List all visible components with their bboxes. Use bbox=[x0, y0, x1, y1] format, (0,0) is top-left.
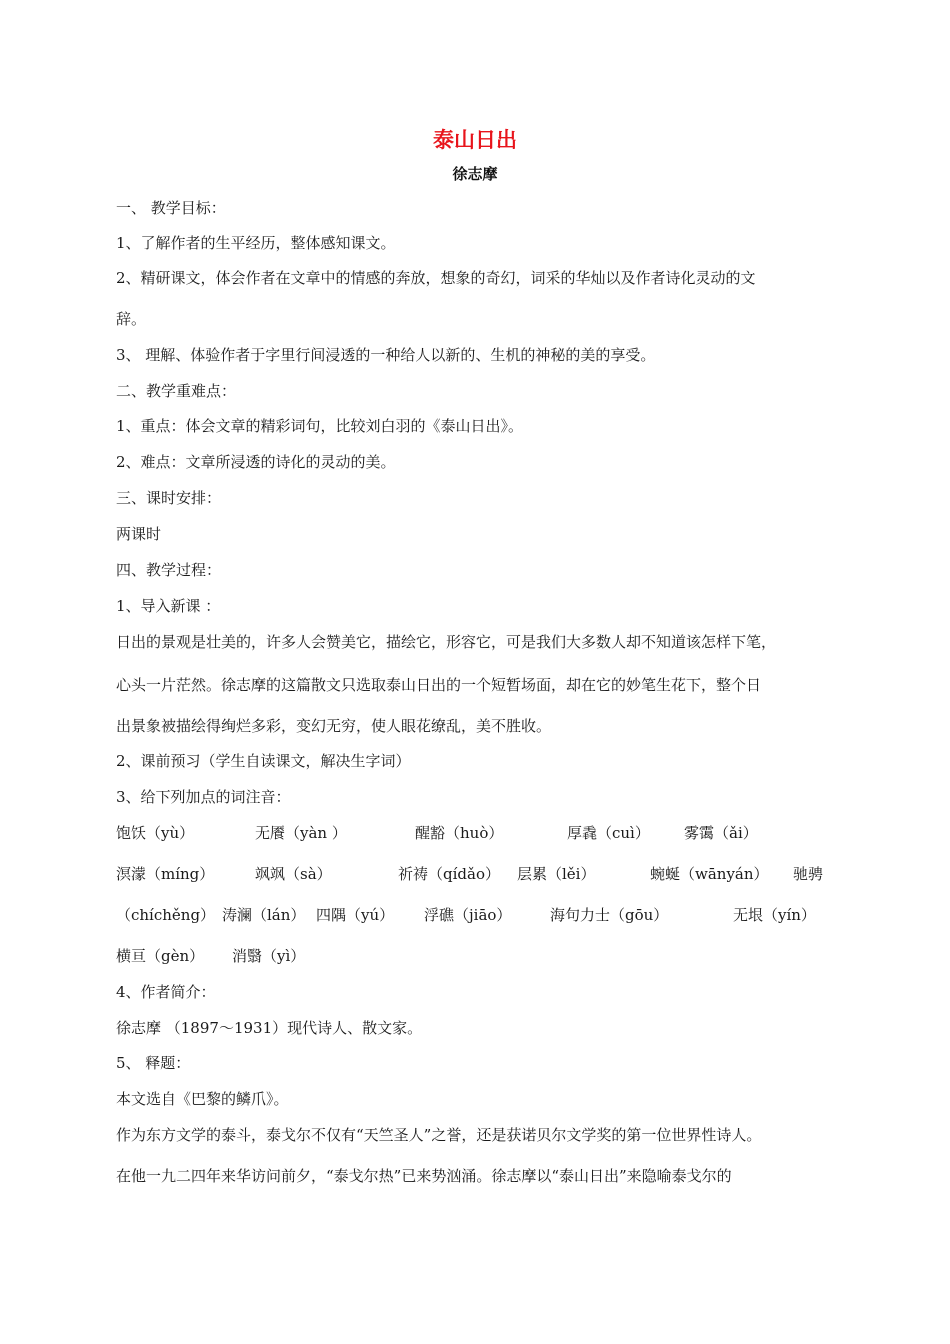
step-1-heading: 1、导入新课 ： bbox=[116, 597, 221, 615]
difficult-point: 2、难点：文章所浸透的诗化的灵动的美。 bbox=[116, 453, 396, 471]
vocab-item: 浮礁（jiāo） bbox=[424, 906, 512, 924]
author-name: 徐志摩 bbox=[452, 165, 498, 183]
objective-2: 2、精研课文，体会作者在文章中的情感的奔放，想象的奇幻，词采的华灿以及作者诗化灵动的文 bbox=[116, 269, 756, 287]
section-heading-objectives: 一、 教学目标： bbox=[116, 199, 226, 217]
step-5-heading: 5、 释题： bbox=[116, 1054, 191, 1072]
objective-3: 3、 理解、体验作者于字里行间浸透的一种给人以新的、生机的神秘的美的享受。 bbox=[116, 346, 656, 364]
vocab-item: 祈祷（qídǎo） bbox=[398, 865, 500, 883]
key-point: 1、重点：体会文章的精彩词句，比较刘白羽的《泰山日出》。 bbox=[116, 417, 524, 435]
explanation-line-1: 作为东方文学的泰斗，泰戈尔不仅有“天竺圣人”之誉，还是获诺贝尔文学奖的第一位世界性诗人。 bbox=[116, 1126, 762, 1144]
vocab-item: 无餍（yàn ） bbox=[255, 824, 347, 842]
intro-paragraph-line-3: 出景象被描绘得绚烂多彩，变幻无穷，使人眼花缭乱，美不胜收。 bbox=[116, 717, 552, 735]
vocab-item: 层累（lěi） bbox=[517, 865, 596, 883]
vocab-item: 溟濛（míng） bbox=[116, 865, 215, 883]
objective-2-cont: 辞。 bbox=[116, 310, 147, 328]
vocab-item: 无垠（yín） bbox=[733, 906, 816, 924]
section-heading-schedule: 三、课时安排： bbox=[116, 489, 222, 507]
source-note: 本文选自《巴黎的鳞爪》。 bbox=[116, 1090, 289, 1108]
vocab-item: 蜿蜒（wānyán） bbox=[650, 865, 769, 883]
intro-paragraph-line-1: 日出的景观是壮美的，许多人会赞美它，描绘它，形容它，可是我们大多数人却不知道该怎样下笔， bbox=[116, 633, 777, 651]
step-4-heading: 4、作者简介： bbox=[116, 983, 216, 1001]
schedule-value: 两课时 bbox=[116, 525, 162, 543]
vocab-item: 雾霭（ǎi） bbox=[684, 824, 758, 842]
vocab-item: 驰骋 bbox=[793, 865, 824, 883]
vocab-item: 海句力士（gōu） bbox=[550, 906, 669, 924]
vocab-item: 醒豁（huò） bbox=[415, 824, 504, 842]
explanation-line-2: 在他一九二四年来华访问前夕，“泰戈尔热”已来势汹涌。徐志摩以“泰山日出”来隐喻泰戈尔的 bbox=[116, 1167, 732, 1185]
vocab-item: 四隅（yú） bbox=[316, 906, 395, 924]
vocab-item: 横亘（gèn） bbox=[116, 947, 205, 965]
vocab-item: 厚毳（cuì） bbox=[567, 824, 650, 842]
step-2-heading: 2、课前预习（学生自读课文，解决生字词） bbox=[116, 752, 411, 770]
intro-paragraph-line-2: 心头一片茫然。徐志摩的这篇散文只选取泰山日出的一个短暂场面，却在它的妙笔生花下，整个日 bbox=[116, 676, 762, 694]
vocab-item: 消翳（yì） bbox=[232, 947, 306, 965]
vocab-item: 饱饫（yù） bbox=[116, 824, 195, 842]
objective-1: 1、了解作者的生平经历，整体感知课文。 bbox=[116, 234, 396, 252]
vocab-item: （chíchěng） bbox=[116, 906, 216, 924]
section-heading-difficulties: 二、教学重难点： bbox=[116, 382, 237, 400]
vocab-item: 飒飒（sà） bbox=[255, 865, 332, 883]
section-heading-process: 四、教学过程： bbox=[116, 561, 222, 579]
author-bio: 徐志摩 （1897～1931）现代诗人、散文家。 bbox=[116, 1019, 423, 1037]
vocab-item: 涛澜（lán） bbox=[222, 906, 306, 924]
step-3-heading: 3、给下列加点的词注音： bbox=[116, 788, 291, 806]
document-title: 泰山日出 bbox=[433, 128, 517, 152]
